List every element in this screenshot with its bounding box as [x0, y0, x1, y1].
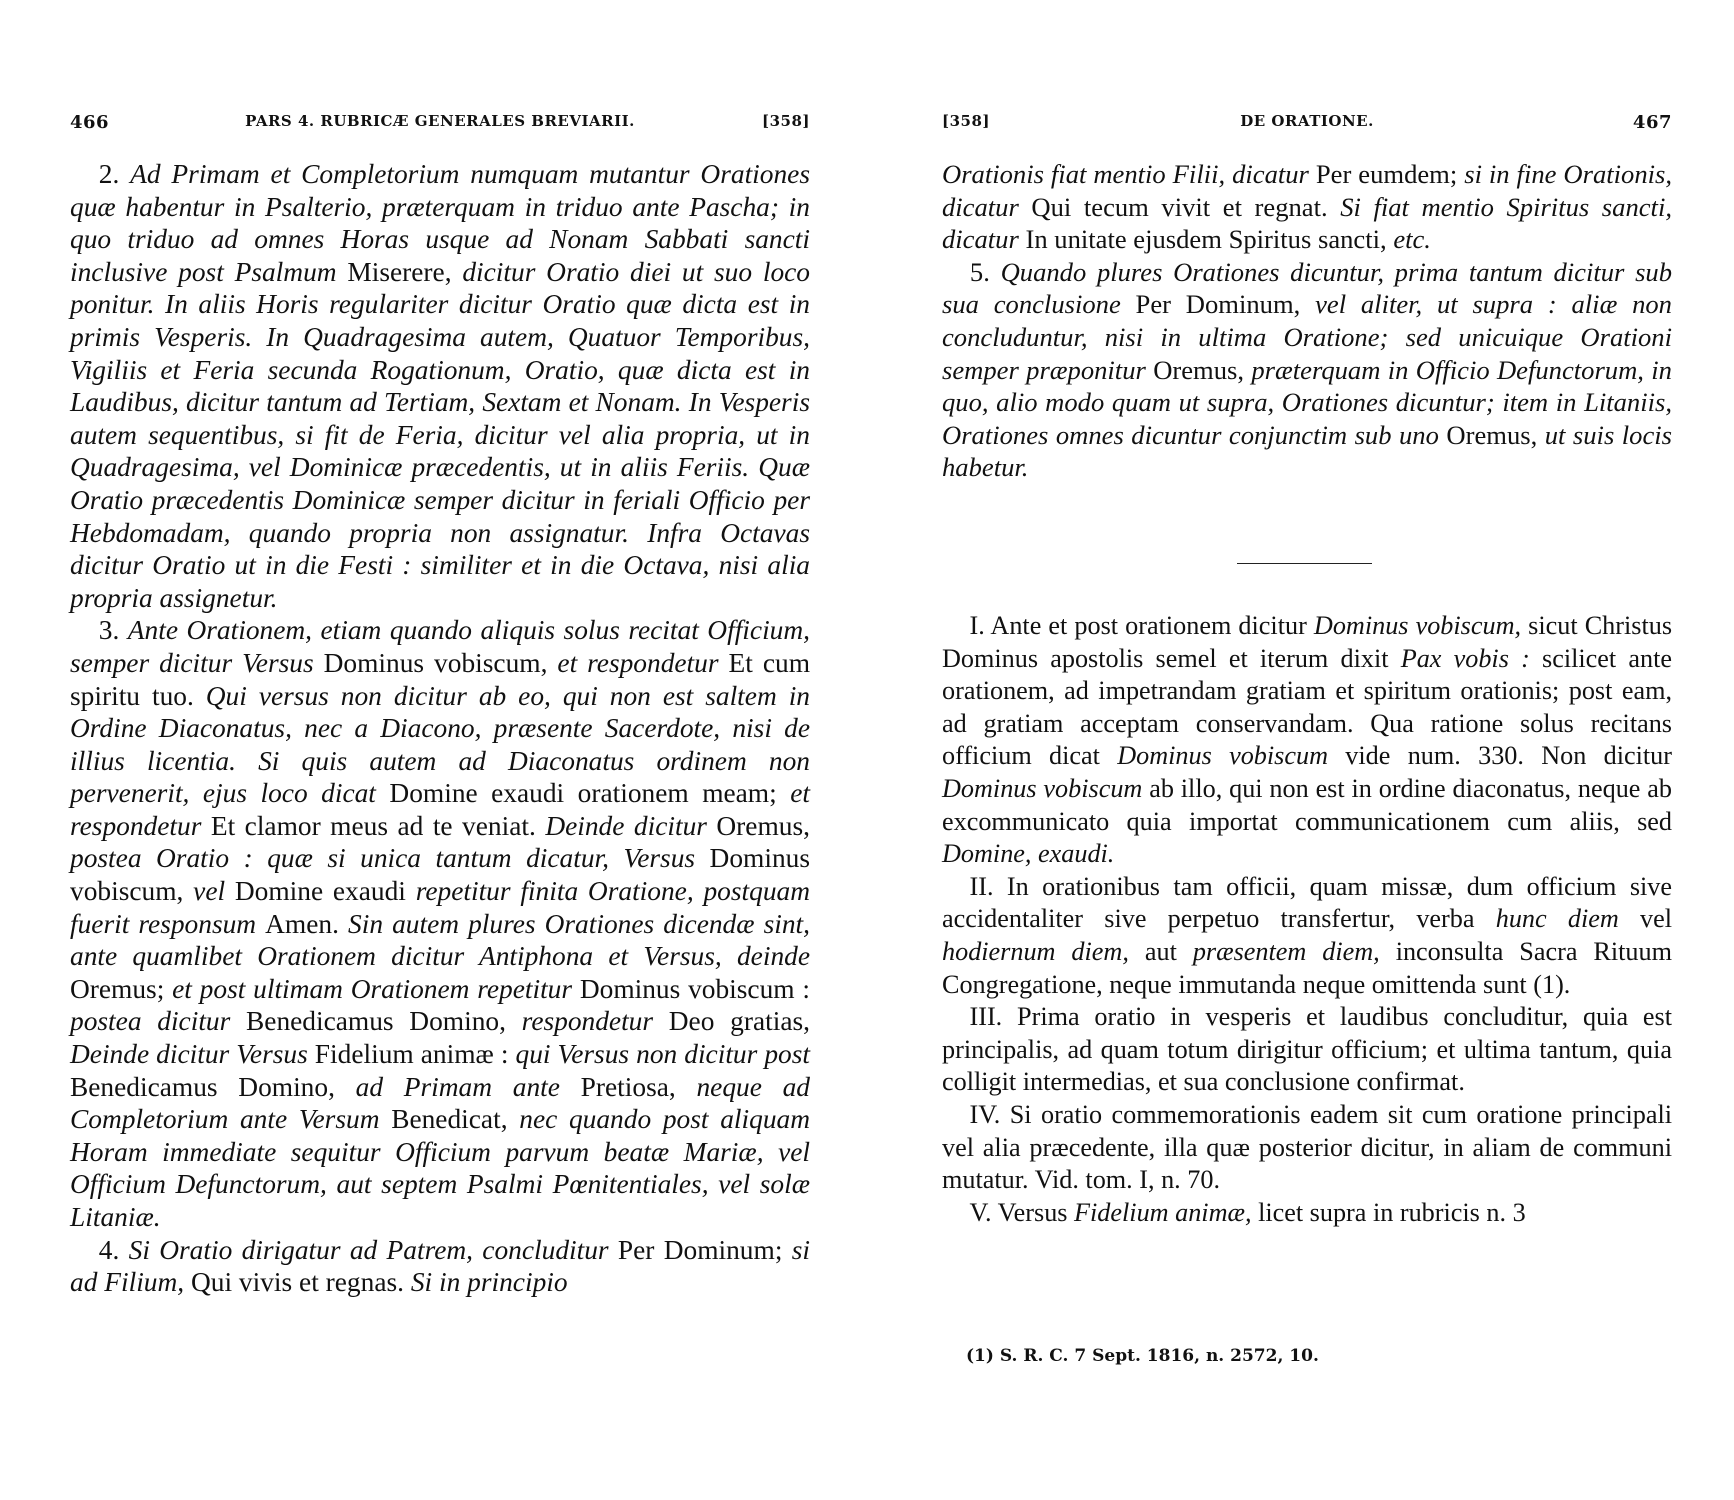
commentary-text	[942, 610, 1672, 1229]
italic-run: ad Primam ante	[355, 1071, 581, 1102]
page-number: 467	[1632, 112, 1672, 133]
italic-run: et post ultimam Orationem repetitur	[172, 973, 580, 1004]
italic-run: si in fine Orationis, dicatur	[942, 159, 1673, 222]
footnote: (1) S. R. C. 7 Sept. 1816, n. 2572, 10.	[966, 1346, 1319, 1366]
italic-run: dicitur Oratio diei ut suo loco ponitur. In aliis Horis regulariter dicitur Oratio quæ dicta est in primis Vesperis. In Quadragesima autem, Quatuor Temporibus, Vigiliis et Feria secunda Rogationum, Oratio, quæ dicta est in Laudibus, dicitur tantum ad Tertiam, Sextam et Nonam. In Vesperis autem sequentibus, si fit de Feria, dicitur vel alia propria, ut in Quadragesima, vel Dominicæ præcedentis, ut in aliis Feriis. Quæ Oratio præcedentis Dominicæ semper dicitur in feriali Officio per Hebdomadam, quando propria non assignatur. Infra Octavas dicitur Oratio ut in die Festi : similiter et in die Octava, nisi alia propria assignetur.	[70, 256, 810, 613]
italic-run: Domine, exaudi.	[942, 839, 1115, 869]
italic-run: Si fiat mentio Spiritus sancti, dicatur	[942, 191, 1672, 255]
italic-run: Sin autem plures Orationes dicendæ sint, ante quamlibet Orationem dicitur Antiphona et Versus, deinde	[70, 908, 811, 972]
section-number: [358]	[761, 112, 810, 130]
italic-run: Ad Primam et Completorium numquam mutantur Orationes quæ habentur in Psalterio, præterquam in triduo ante Pascha; in quo triduo ad omnes Horas usque ad Nonam Sabbati sancti inclusive post Psalmum	[70, 159, 810, 287]
italic-run: Ante Orationem, etiam quando aliquis solus recitat Officium, semper dicitur Versus	[70, 615, 811, 678]
italic-run: Dominus vobiscum	[1117, 741, 1346, 771]
running-header	[70, 112, 810, 142]
left-page	[70, 0, 810, 1500]
running-title: PARS 4. RUBRICÆ GENERALES BREVIARII.	[245, 112, 635, 130]
italic-run: Deinde dicitur	[545, 810, 717, 841]
italic-run: Si in principio	[410, 1267, 568, 1298]
italic-run: postea Oratio : quæ si unica tantum dicatur, Versus	[70, 843, 710, 874]
italic-run: neque ad Completorium ante Versum	[70, 1071, 811, 1135]
italic-run: Pax vobis :	[1400, 643, 1543, 673]
section-divider	[1237, 563, 1372, 564]
italic-run: Dominus vobiscum	[942, 773, 1150, 803]
page-number: 466	[70, 112, 110, 133]
italic-run: hodiernum diem,	[942, 936, 1145, 966]
section-number: [358]	[942, 112, 991, 130]
running-title: DE ORATIONE.	[1240, 112, 1374, 130]
italic-run: præsentem diem,	[1192, 936, 1396, 966]
italic-run: et respondetur	[557, 647, 729, 678]
rubric-paragraph-2: 2. Ad Primam et Completorium numquam mutantur Orationes quæ habentur in Psalterio, præterquam in triduo ante Pascha; in quo triduo ad omnes Horas usque ad Nonam Sabbati sancti inclusive post Psalmum Miserere, dicitur Oratio diei ut suo loco ponitur. In aliis Horis regulariter dicitur Oratio quæ dicta est in primis Vesperis. In Quadragesima autem, Quatuor Temporibus, Vigiliis et Feria secunda Rogationum, Oratio, quæ dicta est in Laudibus, dicitur tantum ad Tertiam, Sextam et Nonam. In Vesperis autem sequentibus, si fit de Feria, dicitur vel alia propria, ut in Quadragesima, vel Dominicæ præcedentis, ut in aliis Feriis. Quæ Oratio præcedentis Dominicæ semper dicitur in feriali Officio per Hebdomadam, quando propria non assignatur. Infra Octavas dicitur Oratio ut in die Festi : similiter et in die Octava, nisi alia propria assignetur.	[70, 159, 810, 613]
rubric-paragraph-4-continued: Orationis fiat mentio Filii, dicatur Per eumdem; si in fine Orationis, dicatur Qui tecum vivit et regnat. Si fiat mentio Spiritus sancti, dicatur In unitate ejusdem Spiritus sancti, etc.	[942, 159, 1673, 255]
commentary-paragraph-2: II. In orationibus tam officii, quam missæ, dum officium sive accidentaliter sive perpetuo transfertur, verba hunc diem vel hodiernum diem, aut præsentem diem, inconsulta Sacra Rituum Congregatione, neque immutanda neque omittenda sunt (1).	[942, 871, 1672, 999]
rubric-paragraph-5: 5. Quando plures Orationes dicuntur, prima tantum dicitur sub sua conclusione Per Dominum, vel aliter, ut supra : aliæ non concluduntur, nisi in ultima Oratione; sed unicuique Orationi semper præponitur Oremus, præterquam in Officio Defunctorum, in quo, alio modo quam ut supra, Orationes dicuntur; item in Litaniis, Orationes omnes dicuntur conjunctim sub uno Oremus, ut suis locis habetur.	[942, 256, 1673, 483]
running-header	[942, 112, 1672, 142]
italic-run: Qui versus non dicitur ab eo, qui non est saltem in Ordine Diaconatus, nec a Diacono, præsente Sacerdote, nisi de illius licentia. Si quis autem ad Diaconatus ordinem non pervenerit, ejus loco dicat	[70, 680, 810, 809]
italic-run: Si Oratio dirigatur ad Patrem, concluditur	[128, 1234, 618, 1265]
rubric-text	[942, 158, 1672, 484]
italic-run: qui Versus non dicitur post	[515, 1039, 810, 1070]
italic-run: respondetur	[521, 1006, 669, 1037]
rubric-paragraph-4: 4. Si Oratio dirigatur ad Patrem, concluditur Per Dominum; si ad Filium, Qui vivis et regnas. Si in principio	[70, 1234, 811, 1298]
italic-run: etc.	[1393, 224, 1431, 255]
italic-run: Dominus vobiscum,	[1313, 611, 1529, 640]
italic-run: repetitur finita Oratione, postquam fuerit responsum	[70, 876, 810, 939]
italic-run: Fidelium animæ,	[1074, 1197, 1259, 1227]
commentary-paragraph-5: V. Versus Fidelium animæ, licet supra in rubricis n. 3	[969, 1197, 1526, 1227]
italic-run: si ad Filium,	[70, 1234, 811, 1298]
rubric-paragraph-3: 3. Ante Orationem, etiam quando aliquis solus recitat Officium, semper dicitur Versus Dominus vobiscum, et respondetur Et cum spiritu tuo. Qui versus non dicitur ab eo, qui non est saltem in Ordine Diaconatus, nec a Diacono, præsente Sacerdote, nisi de illius licentia. Si quis autem ad Diaconatus ordinem non pervenerit, ejus loco dicat Domine exaudi orationem meam; et respondetur Et clamor meus ad te veniat. Deinde dicitur Oremus, postea Oratio : quæ si unica tantum dicatur, Versus Dominus vobiscum, vel Domine exaudi repetitur finita Oratione, postquam fuerit responsum Amen. Sin autem plures Orationes dicendæ sint, ante quamlibet Orationem dicitur Antiphona et Versus, deinde Oremus; et post ultimam Orationem repetitur Dominus vobiscum : postea dicitur Benedicamus Domino, respondetur Deo gratias, Deinde dicitur Versus Fidelium animæ : qui Versus non dicitur post Benedicamus Domino, ad Primam ante Pretiosa, neque ad Completorium ante Versum Benedicat, nec quando post aliquam Horam immediate sequitur Officium parvum beatæ Mariæ, vel Officium Defunctorum, aut septem Psalmi Pœnitentiales, vel solæ Litaniæ.	[70, 615, 811, 1232]
italic-run: vel aliter, ut supra : aliæ non concluduntur, nisi in ultima Oratione; sed unicuique Orationi semper præponitur	[942, 289, 1672, 385]
italic-run: nec quando post aliquam Horam immediate sequitur Officium parvum beatæ Mariæ, vel Officium Defunctorum, aut septem Psalmi Pœnitentiales, vel solæ Litaniæ.	[70, 1104, 810, 1232]
italic-run: vel	[193, 876, 235, 907]
commentary-paragraph-3: III. Prima oratio in vesperis et laudibus concluditur, quia est principalis, ad quam totum dirigitur officium; et ultima tantum, quia colligit intermedias, et sua conclusione confirmat.	[942, 1002, 1672, 1097]
italic-run: Quando plures Orationes dicuntur, prima tantum dicitur sub sua conclusione	[942, 256, 1673, 320]
italic-run: Deinde dicitur Versus	[70, 1039, 315, 1070]
italic-run: præterquam in Officio Defunctorum, in quo, alio modo quam ut supra, Orationes dicuntur; item in Litaniis, Orationes omnes dicuntur conjunctim sub uno	[942, 354, 1672, 450]
commentary-paragraph-4: IV. Si oratio commemorationis eadem sit cum oratione principali vel alia præcedente, illa quæ posterior dicitur, in aliam de communi mutatur. Vid. tom. I, n. 70.	[942, 1099, 1672, 1195]
italic-run: hunc diem	[1495, 904, 1640, 934]
commentary-paragraph-1: I. Ante et post orationem dicitur Dominus vobiscum, sicut Christus Dominus apostolis semel et iterum dixit Pax vobis : scilicet ante orationem, ad impetrandam gratiam et spiritum orationis; post eam, ad gratiam acceptam conservandam. Qua ratione solus recitans officium dicat Dominus vobiscum vide num. 330. Non dicitur Dominus vobiscum ab illo, qui non est in ordine diaconatus, neque ab excommunicato quia importat communicationem cum aliis, sed Domine, exaudi.	[942, 611, 1673, 869]
italic-run: Orationis fiat mentio Filii, dicatur	[942, 159, 1316, 189]
rubric-text	[70, 158, 810, 1299]
right-page	[942, 0, 1672, 1500]
italic-run: postea dicitur	[70, 1006, 247, 1037]
italic-run: et respondetur	[70, 778, 810, 841]
italic-run: ut suis locis habetur.	[942, 419, 1673, 483]
